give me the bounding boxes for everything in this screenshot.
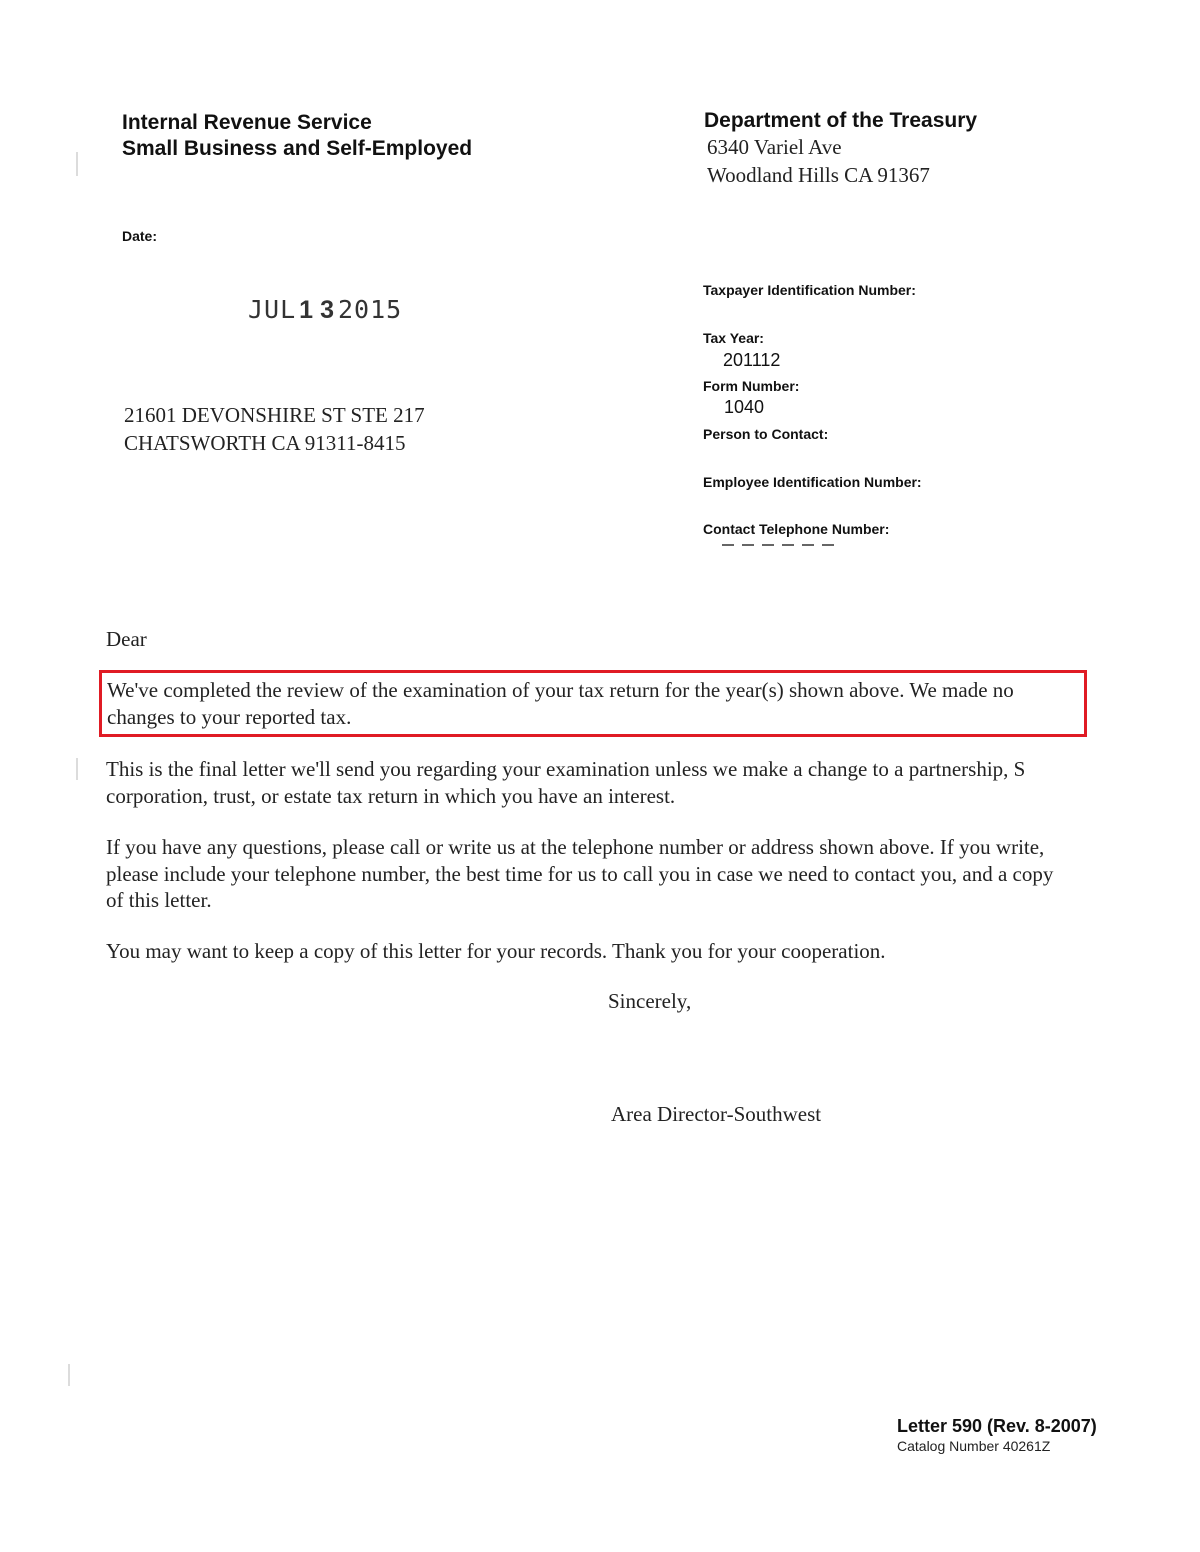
date-label: Date: xyxy=(122,228,158,244)
employee-id-label: Employee Identification Number: xyxy=(703,474,922,490)
form-number-value: 1040 xyxy=(724,397,765,417)
agency-name: Internal Revenue Service xyxy=(122,111,372,134)
highlighted-paragraph: We've completed the review of the examination of your tax return for the year(s) shown above. We made no changes to your reported tax. xyxy=(107,678,1014,729)
closing: Sincerely, xyxy=(608,989,692,1013)
department-address-line2: Woodland Hills CA 91367 xyxy=(707,163,930,187)
department-address-line1: 6340 Variel Ave xyxy=(707,135,842,159)
paragraph-questions: If you have any questions, please call or write us at the telephone number or address shown above. If you write, please include your telephone number, the best time for us to call you in case we need to contact you, and a copy of this letter. xyxy=(106,835,1054,912)
redacted-phone-number xyxy=(722,544,838,546)
scan-margin-mark xyxy=(68,1364,70,1386)
department-title: Department of the Treasury xyxy=(704,109,978,132)
sender-block xyxy=(122,110,472,162)
scan-margin-mark xyxy=(76,758,78,780)
salutation: Dear xyxy=(106,627,147,651)
scan-margin-mark xyxy=(76,152,78,176)
recipient-address-line2: CHATSWORTH CA 91311-8415 xyxy=(124,431,406,455)
date-stamp-day-2: 3 xyxy=(320,296,335,324)
date-stamp-year: 2015 xyxy=(337,295,403,324)
recipient-address xyxy=(124,401,425,457)
taxpayer-id-label: Taxpayer Identification Number: xyxy=(703,282,916,298)
date-stamp xyxy=(248,295,402,325)
division-name: Small Business and Self-Employed xyxy=(122,137,473,160)
contact-phone-label: Contact Telephone Number: xyxy=(703,521,890,537)
paragraph-keep-copy: You may want to keep a copy of this letter for your records. Thank you for your cooperation. xyxy=(106,939,886,963)
signatory-title: Area Director-Southwest xyxy=(611,1102,822,1126)
paragraph-final-letter: This is the final letter we'll send you regarding your examination unless we make a change to a partnership, S corporation, trust, or estate tax return in which you have an interest. xyxy=(106,757,1026,808)
form-number-label: Form Number: xyxy=(703,378,800,394)
letter-number: Letter 590 (Rev. 8-2007) xyxy=(897,1416,1097,1436)
date-stamp-month: JUL xyxy=(248,295,297,324)
tax-year-label: Tax Year: xyxy=(703,330,764,346)
catalog-number: Catalog Number 40261Z xyxy=(897,1438,1051,1454)
tax-year-value: 201112 xyxy=(723,350,781,370)
person-to-contact-label: Person to Contact: xyxy=(703,426,829,442)
date-stamp-day-1: 1 xyxy=(299,296,315,324)
department-block xyxy=(704,108,977,189)
recipient-address-line1: 21601 DEVONSHIRE ST STE 217 xyxy=(124,403,425,427)
form-footer xyxy=(897,1415,1097,1455)
